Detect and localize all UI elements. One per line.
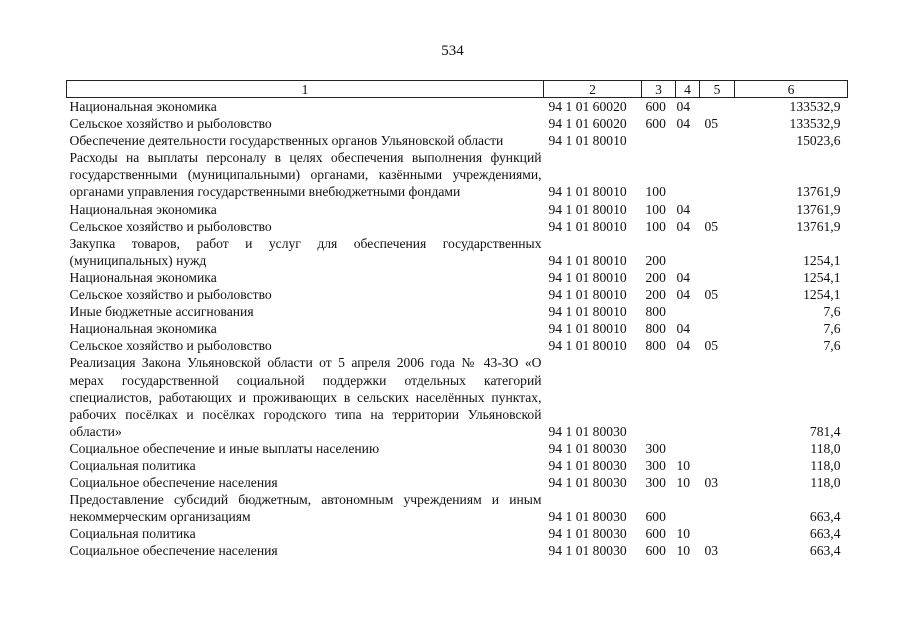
row-name: Социальная политика (69, 457, 196, 473)
row-section (676, 491, 700, 525)
row-subsection (700, 491, 735, 525)
row-target-code: 94 1 01 80030 (548, 526, 627, 542)
table-row (67, 218, 848, 235)
row-target-code: 94 1 01 80010 (548, 304, 627, 320)
row-name: Расходы на выплаты персоналу в целях обеспечения выполнения функций государственными (муниципальными) органами, казёнными учреждениями, органами управления государственными внебюджетными фондами (69, 150, 542, 200)
row-name: Реализация Закона Ульяновской области от 5 апреля 2006 года № 43-ЗО «О мерах государственной социальной поддержки отдельных категорий специалистов, работающих и проживающих в сельских населённых пунктах, рабочих посёлках и посёлках городского типа на территории Ульяновской области» (69, 355, 542, 439)
table-row (67, 474, 848, 491)
row-amount: 15023,6 (796, 133, 841, 149)
row-expense-type: 600 (645, 99, 666, 114)
row-section: 04 (676, 338, 691, 354)
row-subsection (700, 525, 735, 542)
row-section: 10 (676, 526, 691, 542)
row-subsection: 05 (704, 116, 719, 132)
row-section: 04 (676, 321, 691, 337)
row-section: 10 (676, 457, 691, 473)
row-section (676, 354, 700, 439)
row-target-code: 94 1 01 80030 (548, 457, 627, 473)
row-section (676, 303, 700, 320)
table-row (67, 525, 848, 542)
row-target-code: 94 1 01 80010 (548, 252, 627, 268)
row-name: Обеспечение деятельности государственных органов Ульяновской области (69, 133, 504, 149)
row-section: 04 (676, 269, 691, 285)
row-target-code: 94 1 01 60020 (548, 116, 627, 132)
row-expense-type: 800 (645, 338, 666, 354)
row-section (676, 440, 700, 457)
row-section (676, 132, 700, 149)
row-amount: 1254,1 (803, 287, 841, 303)
table-body (67, 98, 848, 560)
row-subsection: 05 (704, 287, 719, 303)
table-row (67, 440, 848, 457)
row-target-code: 94 1 01 80030 (548, 440, 627, 456)
row-name: Сельское хозяйство и рыболовство (69, 116, 272, 132)
row-subsection (700, 132, 735, 149)
table-row (67, 235, 848, 269)
table-row (67, 491, 848, 525)
row-name: Иные бюджетные ассигнования (69, 304, 254, 320)
row-section: 10 (676, 475, 691, 491)
row-name: Национальная экономика (69, 269, 217, 285)
row-expense-type: 200 (645, 287, 666, 303)
row-section: 04 (676, 201, 691, 217)
row-target-code: 94 1 01 80010 (548, 338, 627, 354)
row-expense-type: 600 (645, 116, 666, 132)
table-row (67, 149, 848, 200)
header-col-4: 4 (676, 81, 700, 98)
row-subsection (700, 269, 735, 286)
table-row (67, 286, 848, 303)
row-expense-type: 600 (645, 526, 666, 542)
header-col-2: 2 (544, 81, 642, 98)
row-subsection (700, 235, 735, 269)
row-target-code: 94 1 01 80030 (548, 543, 627, 559)
row-subsection: 05 (704, 338, 719, 354)
row-target-code: 94 1 01 80010 (548, 218, 627, 234)
row-subsection (700, 320, 735, 337)
row-expense-type: 600 (645, 543, 666, 559)
row-expense-type: 300 (645, 475, 666, 491)
header-row (67, 81, 848, 98)
row-section (676, 235, 700, 269)
row-subsection (700, 354, 735, 439)
row-name: Национальная экономика (69, 99, 217, 114)
row-target-code: 94 1 01 80030 (548, 509, 627, 525)
row-section: 04 (676, 218, 691, 234)
row-expense-type: 600 (645, 509, 666, 525)
row-expense-type: 800 (645, 321, 666, 337)
row-expense-type: 100 (645, 218, 666, 234)
row-section (676, 149, 700, 200)
row-subsection: 03 (704, 475, 719, 491)
row-amount: 13761,9 (796, 201, 841, 217)
row-name: Социальное обеспечение населения (69, 475, 278, 491)
table-row (67, 269, 848, 286)
table-row (67, 354, 848, 439)
row-expense-type: 300 (645, 440, 666, 456)
row-expense-type: 800 (645, 304, 666, 320)
row-amount: 13761,9 (796, 184, 841, 200)
row-subsection (700, 149, 735, 200)
header-col-6: 6 (735, 81, 848, 98)
row-amount: 118,0 (810, 475, 841, 491)
row-target-code: 94 1 01 80010 (548, 287, 627, 303)
row-name: Национальная экономика (69, 201, 217, 217)
row-expense-type: 100 (645, 184, 666, 200)
row-section: 04 (676, 99, 691, 114)
row-amount: 663,4 (809, 509, 841, 525)
row-target-code: 94 1 01 80030 (548, 475, 627, 491)
row-subsection: 05 (704, 218, 719, 234)
table-row (67, 320, 848, 337)
row-target-code: 94 1 01 80010 (548, 321, 627, 337)
row-name: Социальная политика (69, 526, 196, 542)
row-section: 10 (676, 543, 691, 559)
row-amount: 781,4 (809, 423, 841, 439)
header-col-1: 1 (67, 81, 544, 98)
row-target-code: 94 1 01 60020 (548, 99, 627, 114)
header-col-5: 5 (700, 81, 735, 98)
table-row (67, 337, 848, 354)
row-name: Предоставление субсидий бюджетным, автономным учреждениям и иным некоммерческим организациям (69, 492, 542, 525)
row-subsection (700, 457, 735, 474)
row-subsection (700, 440, 735, 457)
budget-table (66, 80, 848, 560)
row-amount: 1254,1 (803, 269, 841, 285)
row-target-code: 94 1 01 80010 (548, 201, 627, 217)
row-name: Сельское хозяйство и рыболовство (69, 287, 272, 303)
table-row (67, 542, 848, 559)
header-col-3: 3 (642, 81, 676, 98)
table-row (67, 115, 848, 132)
table-row (67, 132, 848, 149)
row-amount: 7,6 (823, 338, 841, 354)
row-amount: 7,6 (823, 321, 841, 337)
row-expense-type: 200 (645, 252, 666, 268)
row-amount: 13761,9 (796, 218, 841, 234)
row-subsection (700, 303, 735, 320)
row-target-code: 94 1 01 80010 (548, 184, 627, 200)
row-target-code: 94 1 01 80010 (548, 133, 627, 149)
row-section: 04 (676, 287, 691, 303)
table-row (67, 201, 848, 218)
row-name: Национальная экономика (69, 321, 217, 337)
row-amount: 1254,1 (803, 252, 841, 268)
row-subsection: 03 (704, 543, 719, 559)
table-row (67, 98, 848, 116)
row-amount: 133532,9 (789, 99, 841, 114)
row-subsection (700, 201, 735, 218)
row-amount: 663,4 (809, 526, 841, 542)
row-amount: 118,0 (810, 440, 841, 456)
table-header (67, 81, 848, 98)
row-target-code: 94 1 01 80010 (548, 269, 627, 285)
row-name: Социальное обеспечение населения (69, 543, 278, 559)
row-amount: 663,4 (809, 543, 841, 559)
row-expense-type (642, 132, 676, 149)
row-expense-type (642, 354, 676, 439)
row-expense-type: 100 (645, 201, 666, 217)
table-row (67, 457, 848, 474)
row-expense-type: 200 (645, 269, 666, 285)
row-name: Сельское хозяйство и рыболовство (69, 218, 272, 234)
row-section: 04 (676, 116, 691, 132)
row-amount: 133532,9 (789, 116, 841, 132)
row-target-code: 94 1 01 80030 (548, 423, 627, 439)
row-subsection (700, 98, 735, 116)
row-name: Сельское хозяйство и рыболовство (69, 338, 272, 354)
row-amount: 7,6 (823, 304, 841, 320)
row-name: Социальное обеспечение и иные выплаты населению (69, 440, 380, 456)
row-expense-type: 300 (645, 457, 666, 473)
row-amount: 118,0 (810, 457, 841, 473)
row-name: Закупка товаров, работ и услуг для обеспечения государственных (муниципальных) нужд (69, 235, 542, 268)
page-number: 534 (441, 43, 464, 59)
table-row (67, 303, 848, 320)
